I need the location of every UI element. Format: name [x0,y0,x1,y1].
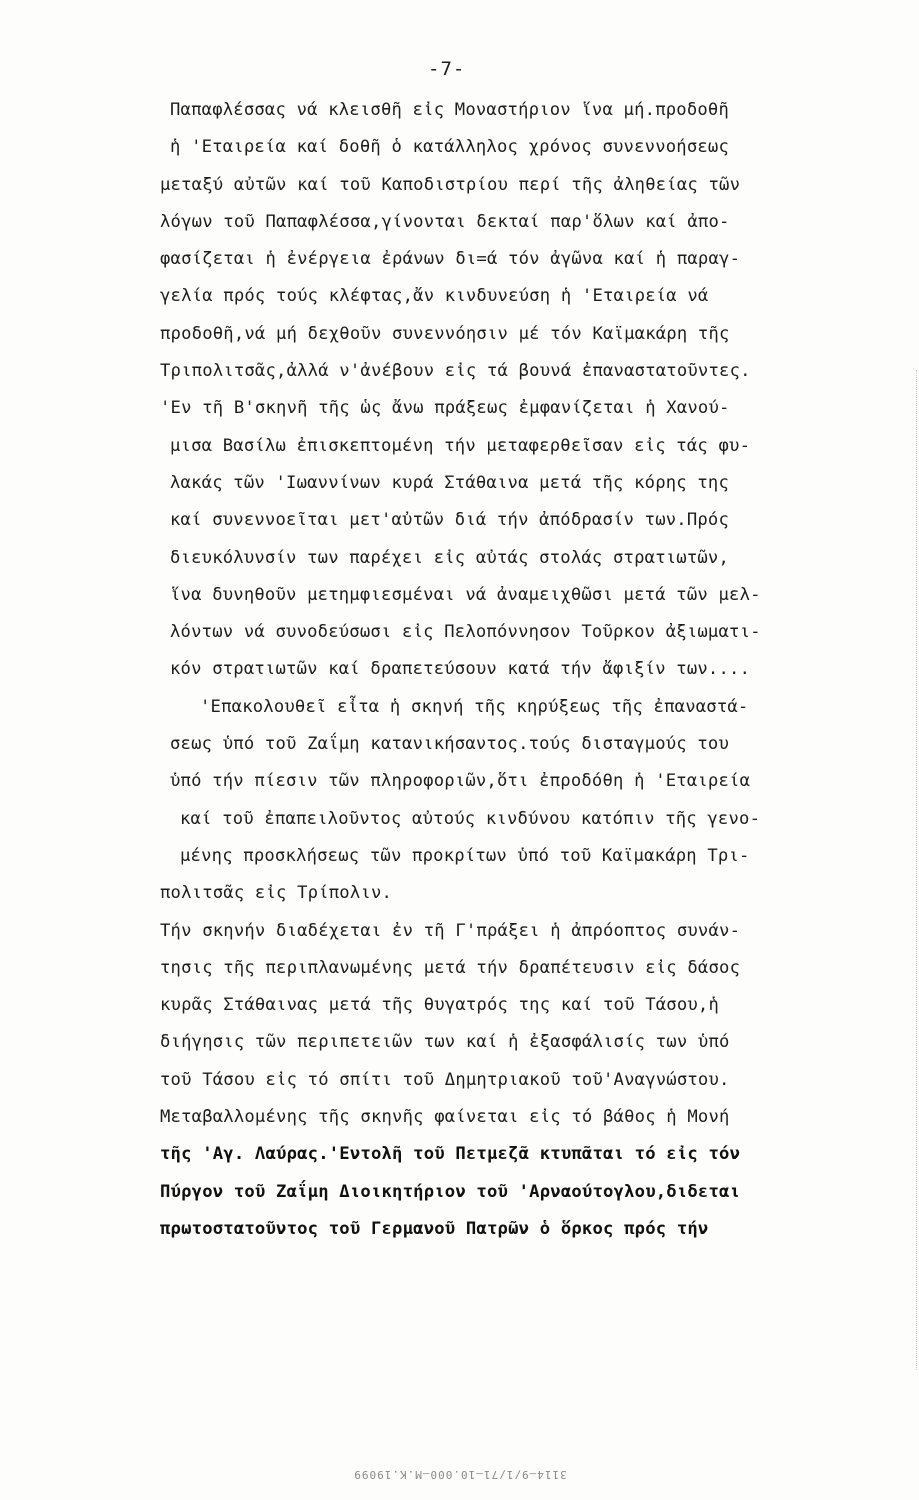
text-line: 'Εν τῆ Β'σκηνῆ τῆς ὡς ἄνω πράξεως ἐμφανίζεται ἡ Χανού- [160,398,730,419]
text-line: κόν στρατιωτῶν καί δραπετεύσουν κατά τήν ἄφιξίν των.... [170,659,751,680]
text-line: 'Επακολουθεῖ εἶτα ἡ σκηνή τῆς κηρύξεως τῆς ἐπαναστά- [200,696,749,717]
text-line: λόντων νά συνοδεύσωσι εἰς Πελοπόννησον Τοῦρκον ἀξιωματι- [170,622,761,643]
page-number: -7- [428,58,466,80]
text-line: φασίζεται ἡ ἐνέργεια ἐράνων δι=ά τόν ἀγῶνα καί ἡ παραγ- [160,249,741,270]
text-line: πρωτοστατοῦντος τοῦ Γερμανοῦ Πατρῶν ὁ ὅρκος πρός τήν [160,1218,709,1239]
page-edge-shadow [906,370,917,1370]
text-line: ὑπό τήν πίεσιν τῶν πληροφοριῶν,ὅτι ἐπροδόθη ἡ 'Εταιρεία [170,771,751,792]
text-line: καί συνεννοεῖται μετ'αὐτῶν διά τήν ἀπόδρασίν των.Πρός [170,510,730,531]
text-line: ἵνα δυνηθοῦν μετημφιεσμέναι νά ἀναμειχθῶσι μετά τῶν μελ- [170,584,761,605]
text-line: λόγων τοῦ Παπαφλέσσα,γίνονται δεκταί παρ'ὅλων καί ἀπο- [160,211,730,232]
text-line: μισα Βασίλω ἐπισκεπτομένη τήν μεταφερθεῖσαν εἰς τάς φυ- [170,435,751,456]
text-line: πολιτσᾶς εἰς Τρίπολιν. [160,883,393,904]
text-line: σεως ὑπό τοῦ Ζαΐμη κατανικήσαντος.τούς δισταγμούς του [170,734,730,755]
text-line: γελία πρός τούς κλέφτας,ἄν κινδυνεύση ἡ 'Εταιρεία νά [160,286,709,307]
text-line: Παπαφλέσσας νά κλεισθῆ εἰς Μοναστήριον ἵνα μή.προδοθῆ [170,100,730,120]
text-line: τησις τῆς περιπλανωμένης μετά τήν δραπέτευσιν εἰς δάσος [160,957,741,978]
text-line: κυρᾶς Στάθαινας μετά τῆς θυγατρός της καί τοῦ Τάσου,ἡ [160,995,720,1016]
text-line: τοῦ Τάσου εἰς τό σπίτι τοῦ Δημητριακοῦ τοῦ'Αναγνώστου. [160,1069,730,1090]
text-line: Μεταβαλλομένης τῆς σκηνῆς φαίνεται εἰς τό βάθος ἡ Μονή [160,1107,730,1128]
text-line: διευκόλυνσίν των παρέχει εἰς αὐτάς στολάς στρατιωτῶν, [170,547,730,568]
typewritten-body [160,92,895,1248]
printer-imprint: 3114—9/1/71—10.000—Μ.Κ.19099 [353,1468,567,1481]
text-line: Τριπολιτσᾶς,ἀλλά ν'ἀνέβουν εἰς τά βουνά ἐπαναστατοῦντες. [160,361,751,382]
text-line: καί τοῦ ἐπαπειλοῦντος αὐτούς κινδύνου κατόπιν τῆς γενο- [180,808,761,829]
text-line: διήγησις τῶν περιπετειῶν των καί ἡ ἐξασφάλισίς των ὑπό [160,1032,730,1053]
text-line: τῆς 'Αγ. Λαύρας.'Εντολῆ τοῦ Πετμεζᾶ κτυπᾶται τό εἰς τόν [160,1144,741,1165]
text-line: μένης προσκλήσεως τῶν προκρίτων ὑπό τοῦ Καϊμακάρη Τρι- [180,845,750,866]
text-line: Τήν σκηνήν διαδέχεται ἐν τῆ Γ'πράξει ἡ ἀπρόοπτος συνάν- [160,920,741,941]
text-line: προδοθῆ,νά μή δεχθοῦν συνεννόησιν μέ τόν Καϊμακάρη τῆς [160,323,730,344]
text-line: ἡ 'Εταιρεία καί δοθῆ ὁ κατάλληλος χρόνος συνεννοήσεως [170,137,730,158]
text-line: Πύργον τοῦ Ζαΐμη Διοικητήριον τοῦ 'Αρναούτογλου,διδεται [160,1181,741,1202]
text-line: μεταξύ αὐτῶν καί τοῦ Καποδιστρίου περί τῆς ἀληθείας τῶν [160,174,741,195]
text-line: λακάς τῶν 'Ιωαννίνων κυρά Στάθαινα μετά τῆς κόρης της [170,472,730,493]
